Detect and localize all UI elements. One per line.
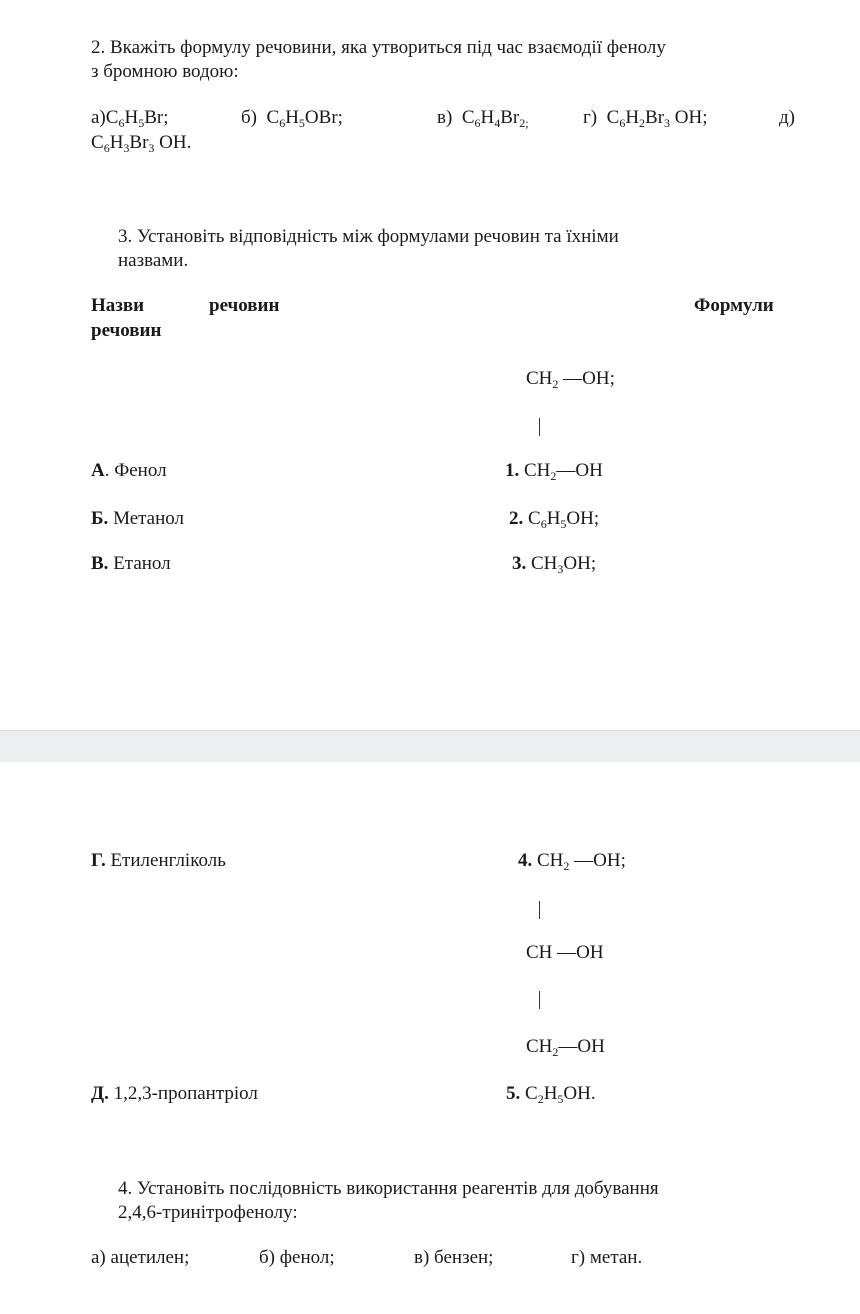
q3-formula-4-bottom: $CH_2—OH$ (526, 1036, 605, 1059)
q3-line-2: назвами. (118, 250, 189, 271)
bond-line-3 (539, 991, 540, 1009)
q2-line-2: з бромною водою: (91, 61, 239, 82)
q3-name-g: Г. Етиленгліколь (91, 850, 226, 871)
q3-header-names-2: речовин (209, 295, 280, 316)
q3-formula-3: 3. $CH_3OH$; (512, 553, 597, 576)
q4-option-b: б) фенол; (259, 1247, 335, 1268)
q3-formula-4: 4. $CH_2$ —OH; (518, 850, 626, 873)
q4-line-2: 2,4,6-тринітрофенолу: (118, 1202, 298, 1223)
q3-formula-4-mid: CH —OH (526, 942, 604, 963)
bond-line-2 (539, 901, 540, 919)
q4-option-v: в) бензен; (414, 1247, 494, 1268)
q3-header-names-3: речовин (91, 320, 162, 341)
q2-option-d-label: д) (779, 107, 795, 128)
q3-name-d: Д. 1,2,3-пропантріол (91, 1083, 258, 1104)
q4-option-g: г) метан. (571, 1247, 643, 1268)
q3-name-b: Б. Метанол (91, 508, 185, 529)
q3-header-formulas: Формули (694, 295, 774, 316)
q2-option-g: г) $C_6H_2Br_3$ OH; (583, 107, 708, 130)
q3-formula-5: 5. $C_2H_5OH$. (506, 1083, 596, 1106)
q3-top-formula: $CH_2$ —OH; (526, 368, 615, 391)
q2-option-v: в) $C_6H_4Br_{2;}$ (437, 107, 529, 130)
q3-formula-2: 2. $C_6H_5OH$; (509, 508, 600, 531)
q2-option-a: $а)C_6H_5Br$; (91, 107, 169, 130)
q3-formula-1: 1. $CH_2—OH$ (505, 460, 603, 483)
q4-line-1: 4. Установіть послідовність використання реагентів для добування (118, 1178, 659, 1199)
q3-line-1: 3. Установіть відповідність між формулами речовин та їхніми (118, 226, 619, 247)
page-break (0, 730, 860, 762)
q2-line-1: 2. Вкажіть формулу речовини, яка утвориться під час взаємодії фенолу (91, 37, 666, 58)
q2-option-d-formula: $C_6H_3Br_3$ OH. (91, 132, 192, 155)
q3-header-names: Назви (91, 295, 145, 316)
q4-option-a: а) ацетилен; (91, 1247, 190, 1268)
q3-name-v: В. Етанол (91, 553, 171, 574)
bond-line (539, 418, 540, 436)
q3-name-a: А. Фенол (91, 460, 167, 481)
q2-option-b: б) $C_6H_5OBr$; (241, 107, 343, 130)
